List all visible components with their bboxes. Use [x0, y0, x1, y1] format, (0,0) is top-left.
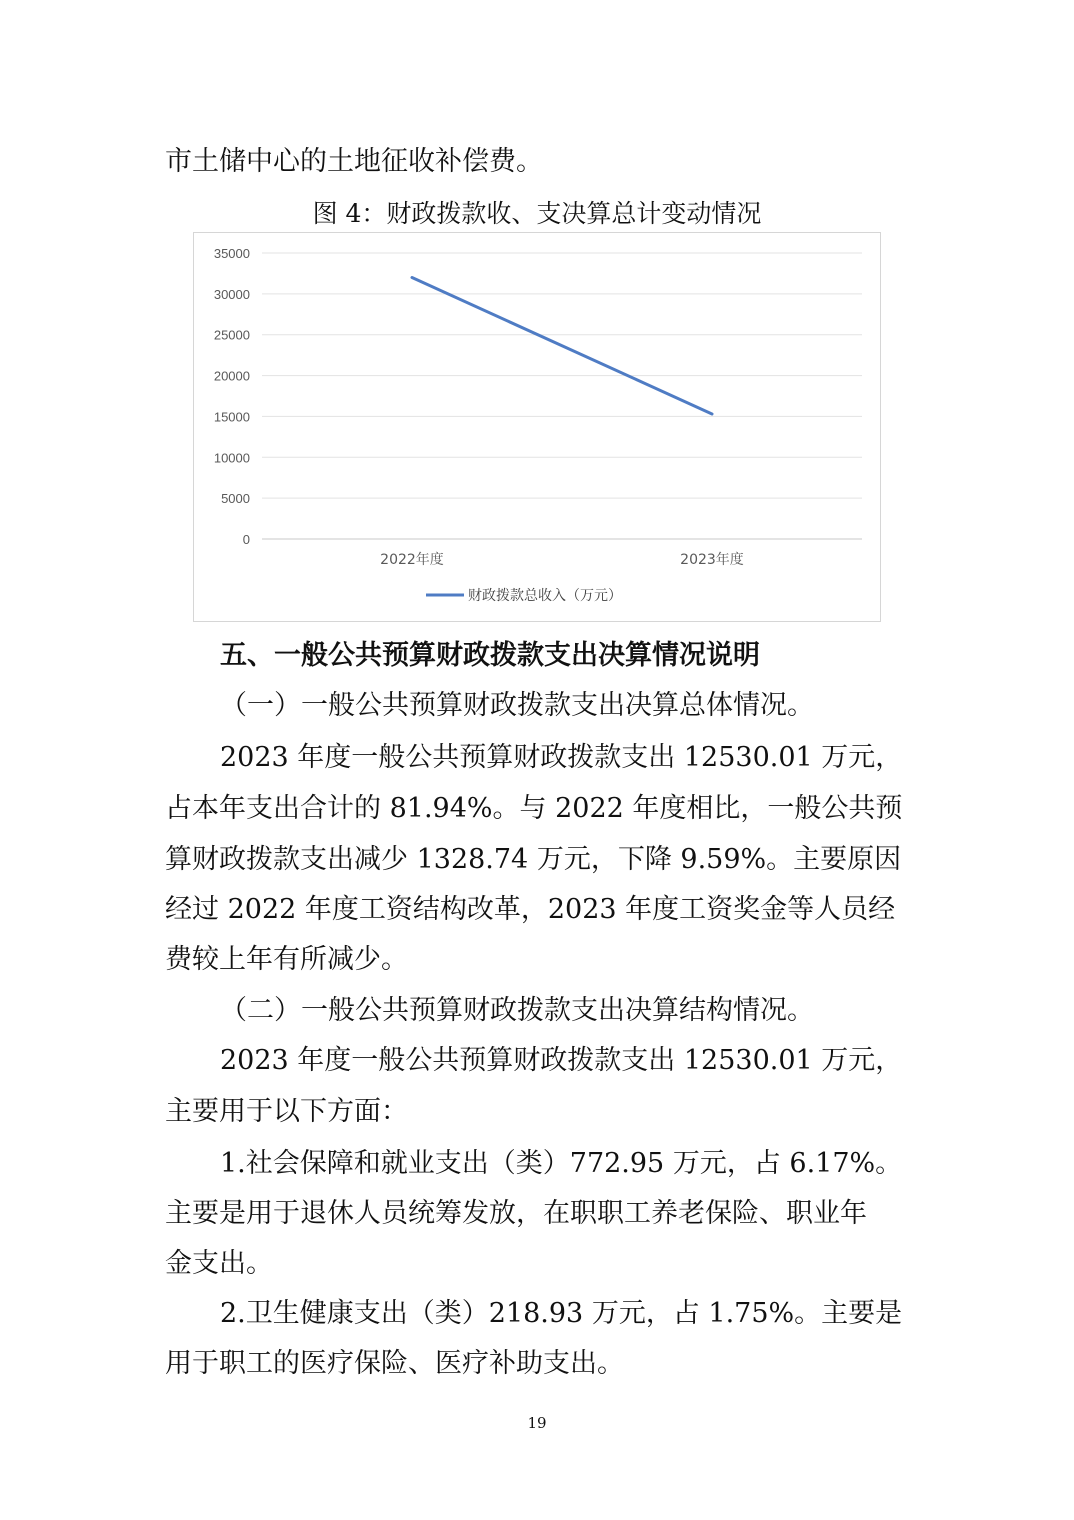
text-line: 金支出。	[165, 1248, 273, 1279]
y-tick-label: 15000	[213, 409, 250, 425]
text-line: 经过 2022 年度工资结构改革，2023 年度工资奖金等人员经	[165, 894, 896, 925]
text-line: 用于职工的医疗保险、医疗补助支出。	[165, 1348, 624, 1379]
y-tick-label: 20000	[213, 368, 250, 384]
y-tick-label: 0	[242, 532, 250, 547]
y-tick-label: 35000	[213, 246, 250, 261]
series-line	[412, 278, 712, 414]
text-line: 2023 年度一般公共预算财政拨款支出 12530.01 万元，	[220, 1045, 903, 1076]
text-line: 2023 年度一般公共预算财政拨款支出 12530.01 万元，	[220, 742, 903, 773]
chart-svg	[194, 233, 880, 621]
text-line: 主要用于以下方面：	[165, 1096, 408, 1127]
y-tick-label: 30000	[213, 286, 250, 302]
text-line: 占本年支出合计的 81.94%。与 2022 年度相比，一般公共预	[165, 793, 903, 824]
subsection-heading: （二）一般公共预算财政拨款支出决算结构情况。	[220, 995, 814, 1026]
text-line: 市土储中心的土地征收补偿费。	[165, 146, 543, 177]
x-tick-label: 2023年度	[680, 552, 744, 568]
section-heading: 五、一般公共预算财政拨款支出决算情况说明	[220, 640, 760, 671]
y-tick-label: 25000	[213, 327, 250, 343]
text-line: 算财政拨款支出减少 1328.74 万元，下降 9.59%。主要原因	[165, 844, 902, 875]
subsection-heading: （一）一般公共预算财政拨款支出决算总体情况。	[220, 690, 814, 721]
figure-caption: 图 4：财政拨款收、支决算总计变动情况	[312, 199, 762, 228]
page-number: 19	[527, 1414, 547, 1432]
legend-label: 财政拨款总收入（万元）	[468, 588, 622, 604]
text-line: 主要是用于退休人员统筹发放，在职职工养老保险、职业年	[165, 1198, 867, 1229]
y-tick-label: 10000	[213, 450, 250, 466]
line-chart	[193, 232, 881, 622]
text-line: 费较上年有所减少。	[165, 944, 408, 975]
x-tick-label: 2022年度	[380, 552, 444, 568]
text-line: 1.社会保障和就业支出（类）772.95 万元，占 6.17%。	[220, 1148, 903, 1179]
y-tick-label: 5000	[221, 491, 250, 507]
text-line: 2.卫生健康支出（类）218.93 万元，占 1.75%。主要是	[220, 1298, 903, 1329]
